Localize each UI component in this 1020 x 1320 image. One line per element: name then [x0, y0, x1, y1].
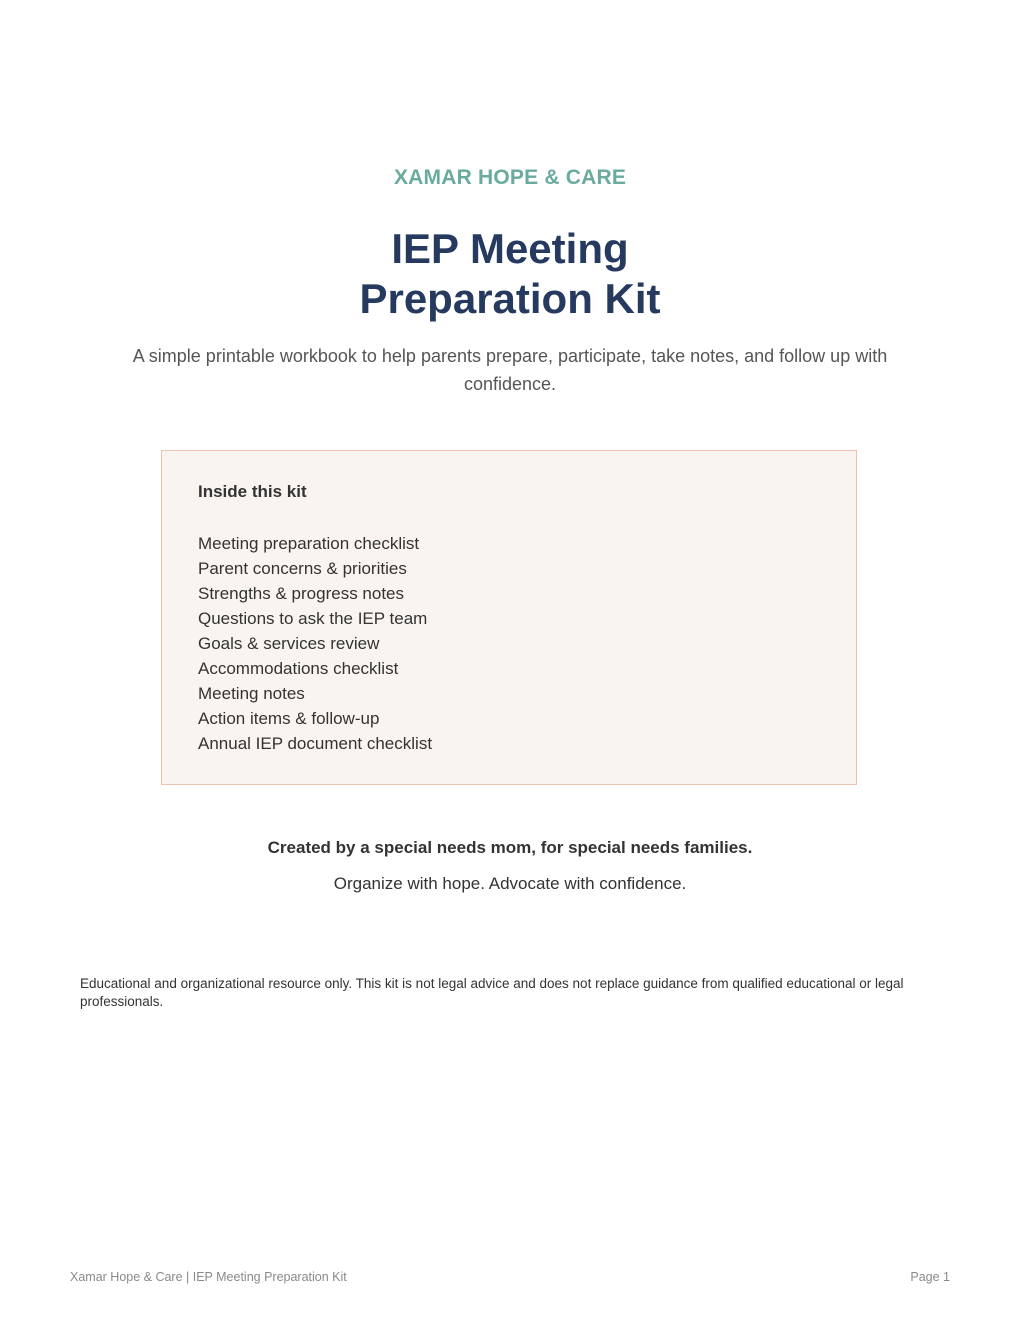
kit-contents-heading: Inside this kit	[198, 482, 307, 501]
creator-tagline: Created by a special needs mom, for special needs families.	[267, 838, 753, 857]
document-title-line-1: IEP Meeting	[391, 225, 629, 272]
kit-item: Accommodations checklist	[198, 659, 399, 678]
document-subtitle: A simple printable workbook to help parents prepare, participate, take notes, and follow up with confidence.	[132, 346, 888, 394]
kit-item: Action items & follow-up	[198, 709, 380, 728]
kit-item: Meeting preparation checklist	[198, 534, 420, 553]
kit-item: Annual IEP document checklist	[198, 734, 433, 753]
motto-tagline: Organize with hope. Advocate with confidence.	[333, 874, 687, 893]
kit-item: Strengths & progress notes	[198, 584, 405, 603]
legal-disclaimer: Educational and organizational resource only. This kit is not legal advice and does not replace guidance from qualified educational or legal professionals.	[80, 976, 904, 1009]
footer-page-number: Page 1	[910, 1270, 950, 1284]
kit-item: Meeting notes	[198, 684, 305, 703]
kit-contents-list	[198, 531, 820, 756]
brand-name: XAMAR HOPE & CARE	[393, 166, 627, 189]
kit-contents-box	[161, 450, 857, 785]
kit-item: Parent concerns & priorities	[198, 559, 407, 578]
kit-item: Goals & services review	[198, 634, 380, 653]
document-title	[0, 224, 1020, 324]
document-title-line-2: Preparation Kit	[359, 275, 661, 322]
footer-document-label: Xamar Hope & Care | IEP Meeting Preparation Kit	[70, 1270, 347, 1284]
kit-item: Questions to ask the IEP team	[198, 609, 428, 628]
